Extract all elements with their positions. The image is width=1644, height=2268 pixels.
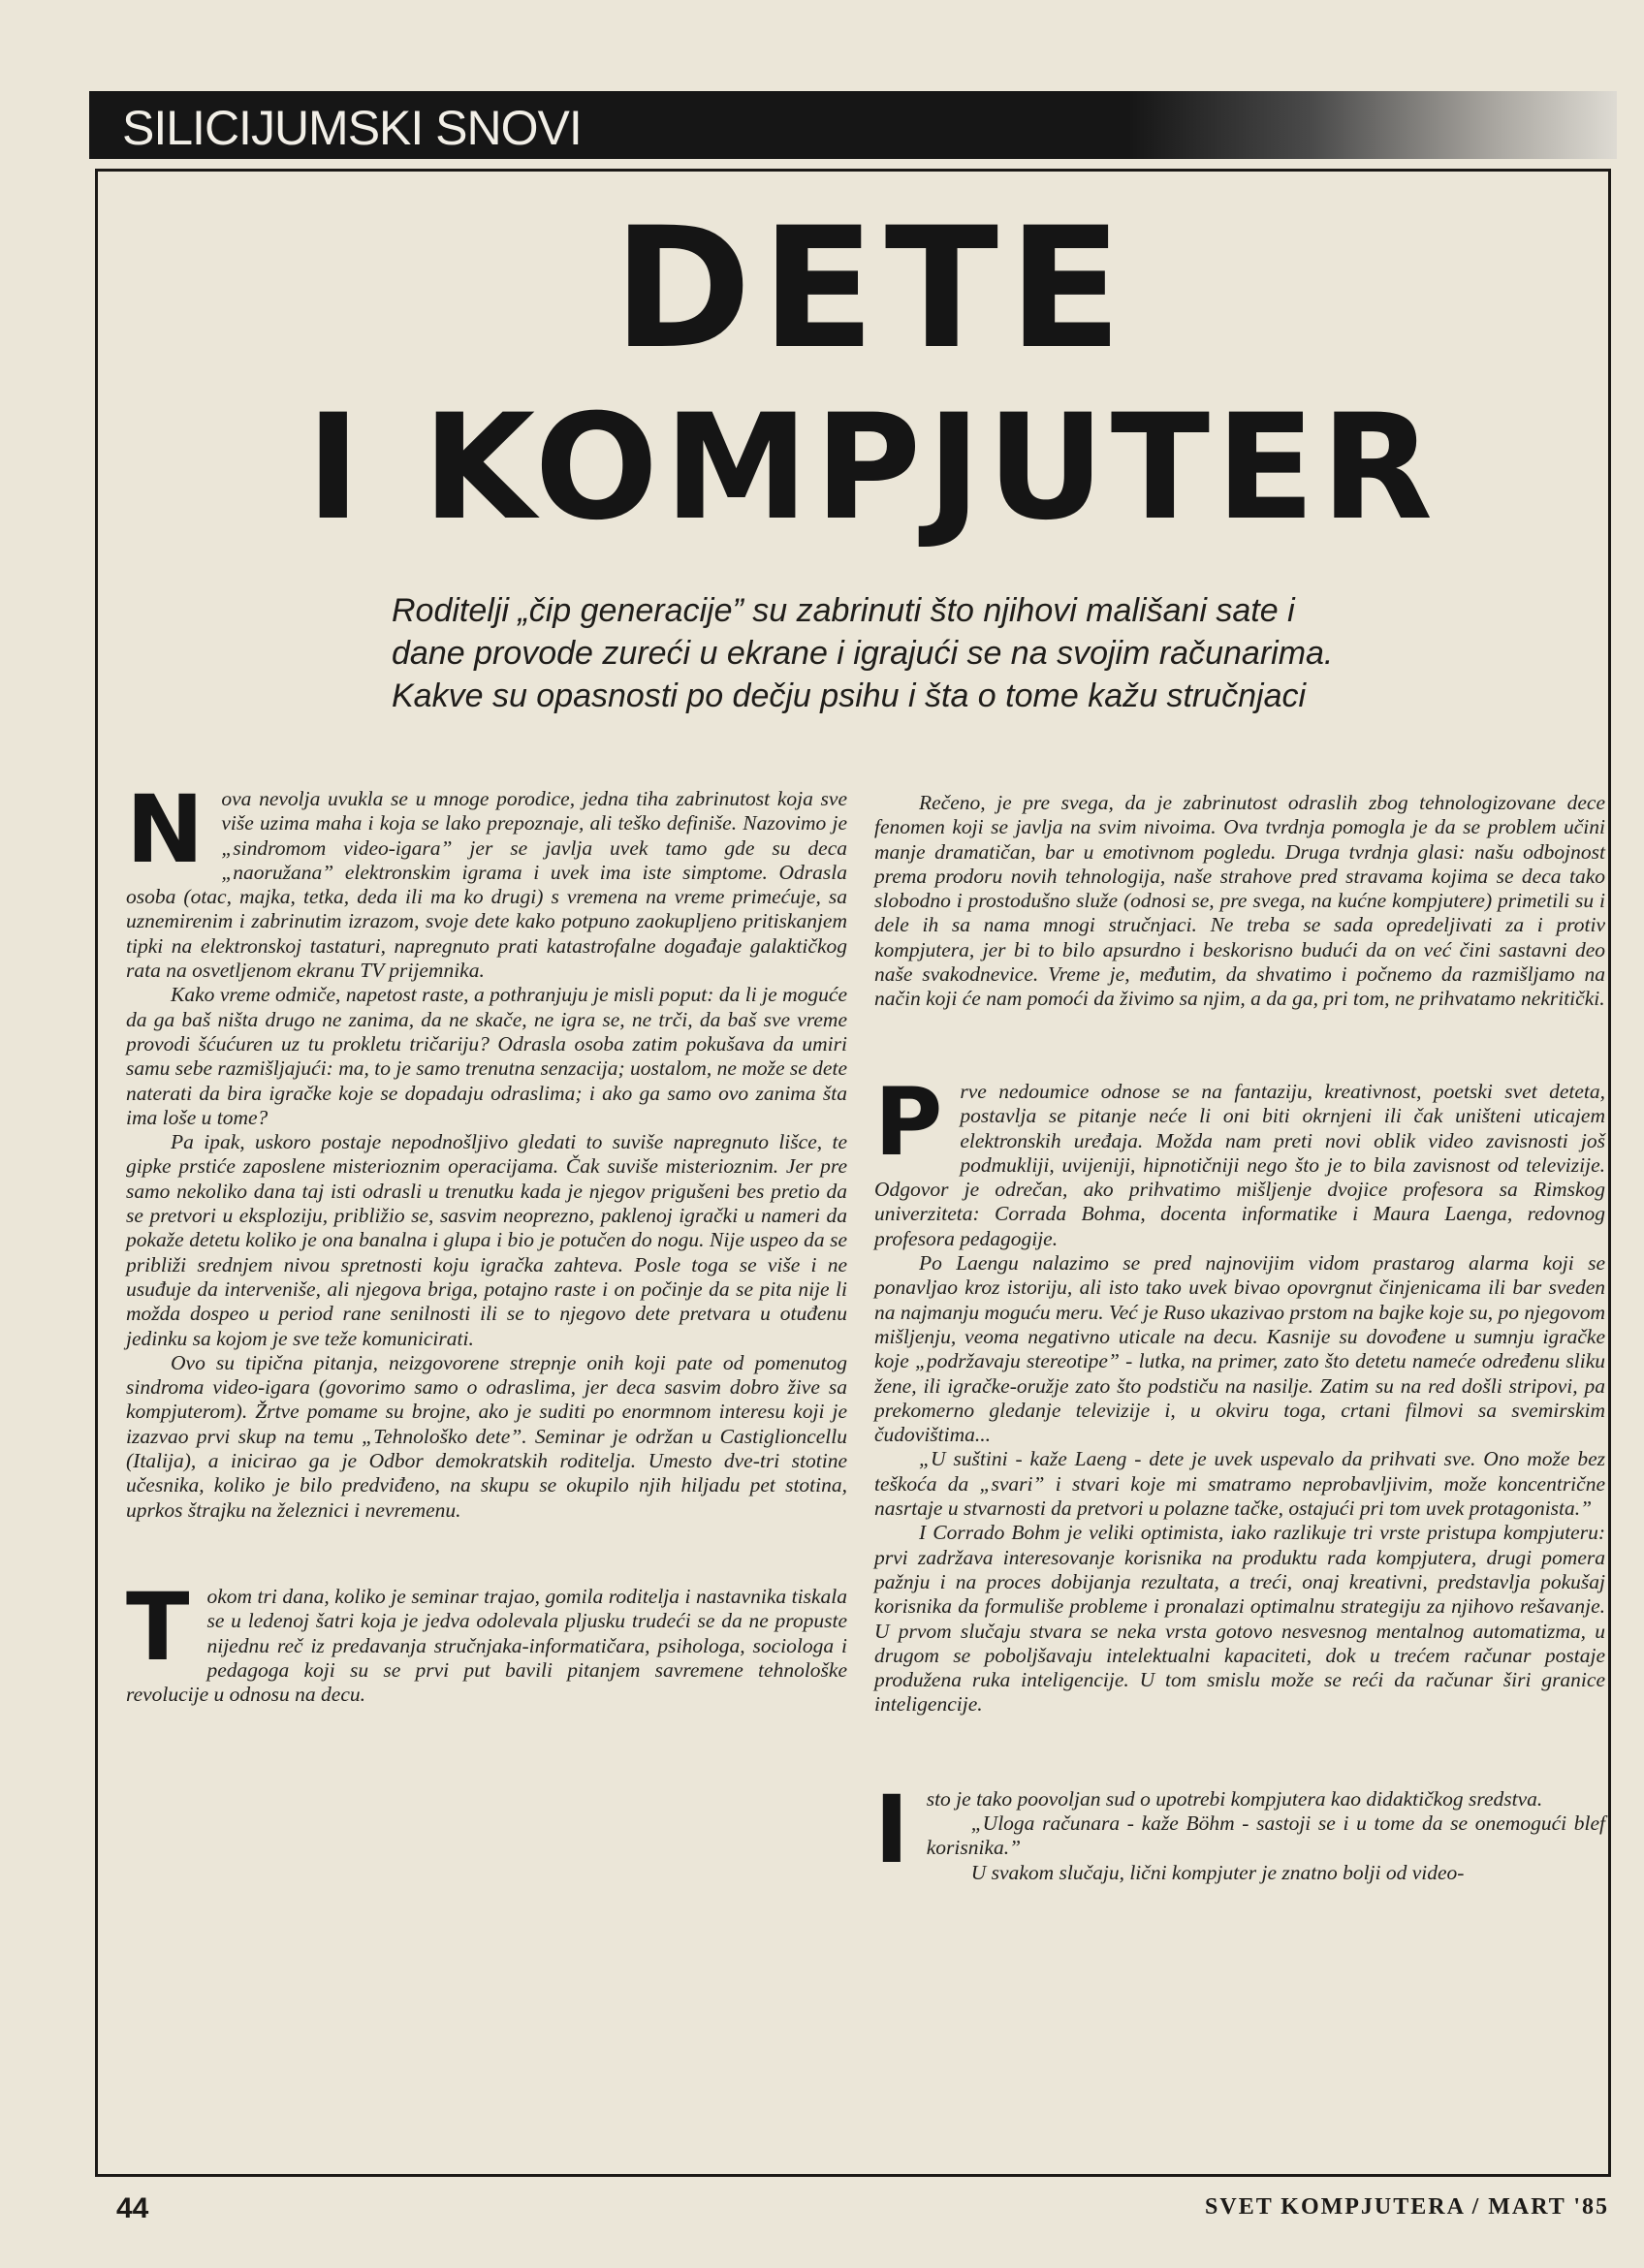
section-gap bbox=[874, 1717, 1605, 1787]
paragraph: Po Laengu nalazimo se pred najnovijim vidom prastarog alarma koji se ponavljao kroz istoriju, ali isto tako uvek bivao opovrgnut činjenicama ili bar sveden na najmanju moguću meru. Već je Ruso ukazivao prstom na bajke koje su, po njegovom mišljenju, veoma negativno uticale na decu. Kasnije su dovođene u sumnju igračke koje „podržavaju stereotipe” - lutka, na primer, zato što detetu nameće određenu sliku žene, ili igračke-oružje zato što podstiču na nasilje. Zatim su na red došli stripovi, pa prekomerno gledanje televizije i, u okviru toga, crtani filmovi sa svemirskim čudovištima... bbox=[874, 1251, 1605, 1447]
paragraph: U svakom slučaju, lični kompjuter je znatno bolji od video- bbox=[970, 1860, 1465, 1884]
column-right-top bbox=[874, 791, 1605, 1012]
paragraph: „Uloga računara - kaže Böhm - sastoji se i u tome da se onemogući blef korisnika.” bbox=[926, 1811, 1605, 1860]
dropcap-p: P bbox=[874, 1068, 943, 1177]
article-lead: Roditelji „čip generacije” su zabrinuti što njihovi mališani sate i dane provode zureći u ekrane i igrajući se na svojim računarima. Kakve su opasnosti po dečju psihu i šta o tome kažu stručnjaci bbox=[392, 592, 1334, 714]
dropcap-i: I bbox=[874, 1775, 909, 1884]
paragraph: Ovo su tipična pitanja, neizgovorene strepnje onih koji pate od pomenutog sindroma video-igara (govorimo samo o odraslima, jer deca sasvim dobro žive sa kompjuterom). Žrtve pomame su brojne, ako je suditi po enormnom interesu koji je izazvao prvi skup na temu „Tehnološko dete”. Seminar je održan u Castiglioncellu (Italija), a inicirao ga je Odbor demokratskih roditelja. Umesto dve-tri stotine učesnika, koliko je bilo predviđeno, na skupu se okupilo njih hiljadu pet stotina, uprkos štrajku na železnici i nevremenu. bbox=[126, 1350, 847, 1522]
paragraph: ova nevolja uvukla se u mnoge porodice, jedna tiha zabrinutost koja sve više uzima maha i koja se lako prepoznaje, ali teško definiše. Nazovimo je „sindromom video-igara” jer se javlja uvek tamo gde su deca „naoružana” elektronskim igrama i uvek ima iste simptome. Odrasla osoba (otac, majka, tetka, deda ili ma ko drugi) s vremena na vreme primećuje, sa uznemirenim i zabrinutim izrazom, svoje dete kako potpuno zaokupljeno pritiskanjem tipki na elektronskoj tastaturi, napregnuto prati katastrofalne događaje galaktičkog rata na osvetljenom ekranu TV prijemnika. bbox=[126, 787, 847, 983]
paragraph: „U suštini - kaže Laeng - dete je uvek uspevalo da prihvati sve. Ono može bez teškoća da „svari” i stvari koje mi smatramo neprobavljivim, može koncentrične nasrtaje u stvarnosti da pretvori u polazne tačke, ostajući pri tom uvek protagonista.” bbox=[874, 1447, 1605, 1521]
paragraph: sto je tako poovoljan sud o upotrebi kompjutera kao didaktičkog sredstva. bbox=[926, 1786, 1543, 1811]
paragraph: Kako vreme odmiče, napetost raste, a pothranjuju je misli poput: da li je moguće da ga baš ništa drugo ne zanima, da ne skače, ne igra se, ne trči, da baš sve vreme provodi šćućuren uz tu prokletu tričariju? Odrasla osoba zatim pokušava da umiri samu sebe razmišljajući: ma, to je samo trenutna senzacija; uostalom, ne može se dete naterati da bira igračke koje se dopadaju odraslima; i ako ga samo ovo zanima šta ima loše u tome? bbox=[126, 983, 847, 1129]
column-right bbox=[874, 1068, 1605, 1885]
section-label: SILICIJUMSKI SNOVI bbox=[122, 101, 582, 155]
magazine-footer: SVET KOMPJUTERA / MART '85 bbox=[1205, 2194, 1609, 2220]
paragraph: I Corrado Bohm je veliki optimista, iako razlikuje tri vrste pristupa kompjuteru: prvi zadržava interesovanje korisnika na produktu rada kompjutera, drugi pomera pažnju i na proces dobijanja rezultata, a treći, onaj kreativni, predstavlja pokušaj korisnika da formuliše probleme i pronalazi optimalnu strategiju za njihovo rešavanje. U prvom slučaju stvara se neka vrsta gotovo nesvesnog mentalnog automatizma, u drugom se poboljšavaju intelektualni kapaciteti, dok u trećem računar postaje produžena ruka inteligencije. U tom smislu može se reći da računar širi granice inteligencije. bbox=[874, 1521, 1605, 1717]
paragraph: Pa ipak, uskoro postaje nepodnošljivo gledati to suviše napregnuto lišce, te gipke prstiće zaposlene misterioznim operacijama. Čak suviše misterioznim. Jer pre samo nekoliko dana taj isti odrasli u trenutku kada je njegov prigušeni bes pretio da se pretvori u eksploziju, približio se, sasvim neoprezno, paklenoj igrački u nameri da pokaže detetu koliko je ona banalna i glupa i bio je potučen do nogu. Nije uspeo da se približi srednjem nivou spretnosti koju igračka zahteva. Posle toga se više i ne usuđuje da interveniše, ali njegova briga, potajno raste i on počinje da se pita nije li možda dospeo u period rane senilnosti ili se to njegovo dete pretvara u otuđenu jedinku sa kojom je sve teže komunicirati. bbox=[126, 1130, 847, 1350]
headline-line-2: I KOMPJUTER bbox=[305, 384, 1439, 552]
paragraph: Rečeno, je pre svega, da je zabrinutost odraslih zbog tehnologizovane dece fenomen koji se javlja na svim nivoima. Ova tvrdnja pomogla je da se problem učini manje dramatičan, bar u emotivnom pogledu. Druga tvrdnja glasi: našu odbojnost prema prodoru novih tehnologija, naše strahove pred stravama kojima se deca tako slobodno i prostodušno služe (odnosi se, pre svega, na kućne kompjutere) primetili su i dele ih sa nama mnogi stručnjaci. Ne treba se sada opredeljivati za i protiv kompjutera, jer bi to bilo apsurdno i beskorisno budući da on već čini sastavni deo naše svakodnevice. Vreme je, međutim, da shvatimo i počnemo da razmišljamo na način koji će nam pomoći da živimo sa njim, a da ga, pri tom, ne prihvatamo nekritički. bbox=[874, 791, 1605, 1011]
dropcap-n: N bbox=[126, 775, 205, 884]
section-gap bbox=[126, 1523, 847, 1585]
headline-line-1: DETE bbox=[613, 191, 1132, 386]
paragraph: rve nedoumice odnose se na fantaziju, kreativnost, poetski svet deteta, postavlja se pitanje neće li oni biti okrnjeni ili čak uništeni uticajem elektronskih uređaja. Možda nam preti novi oblik video zavisnosti još podmukliji, uvijeniji, hipnotičniji nego što je to bila zavisnost od televizije. Odgovor je odrečan, ako prihvatimo mišljenje dvojice profesora sa Rimskog univerziteta: Corrada Bohma, docenta informatike i Maura Laenga, redovnog profesora pedagogije. bbox=[874, 1080, 1605, 1250]
paragraph: okom tri dana, koliko je seminar trajao, gomila roditelja i nastavnika tiskala se u ledenoj šatri koja je jedva odolevala pljusku trudeći se da ne propuste nijednu reč iz predavanja stručnjaka-informatičara, psihologa, sociologa i pedagoga koji su se prvi put bavili pitanjem savremene tehnološke revolucije u odnosu na decu. bbox=[126, 1584, 847, 1707]
dropcap-t: T bbox=[126, 1572, 190, 1682]
column-left bbox=[126, 775, 847, 1707]
page-number: 44 bbox=[116, 2192, 149, 2224]
